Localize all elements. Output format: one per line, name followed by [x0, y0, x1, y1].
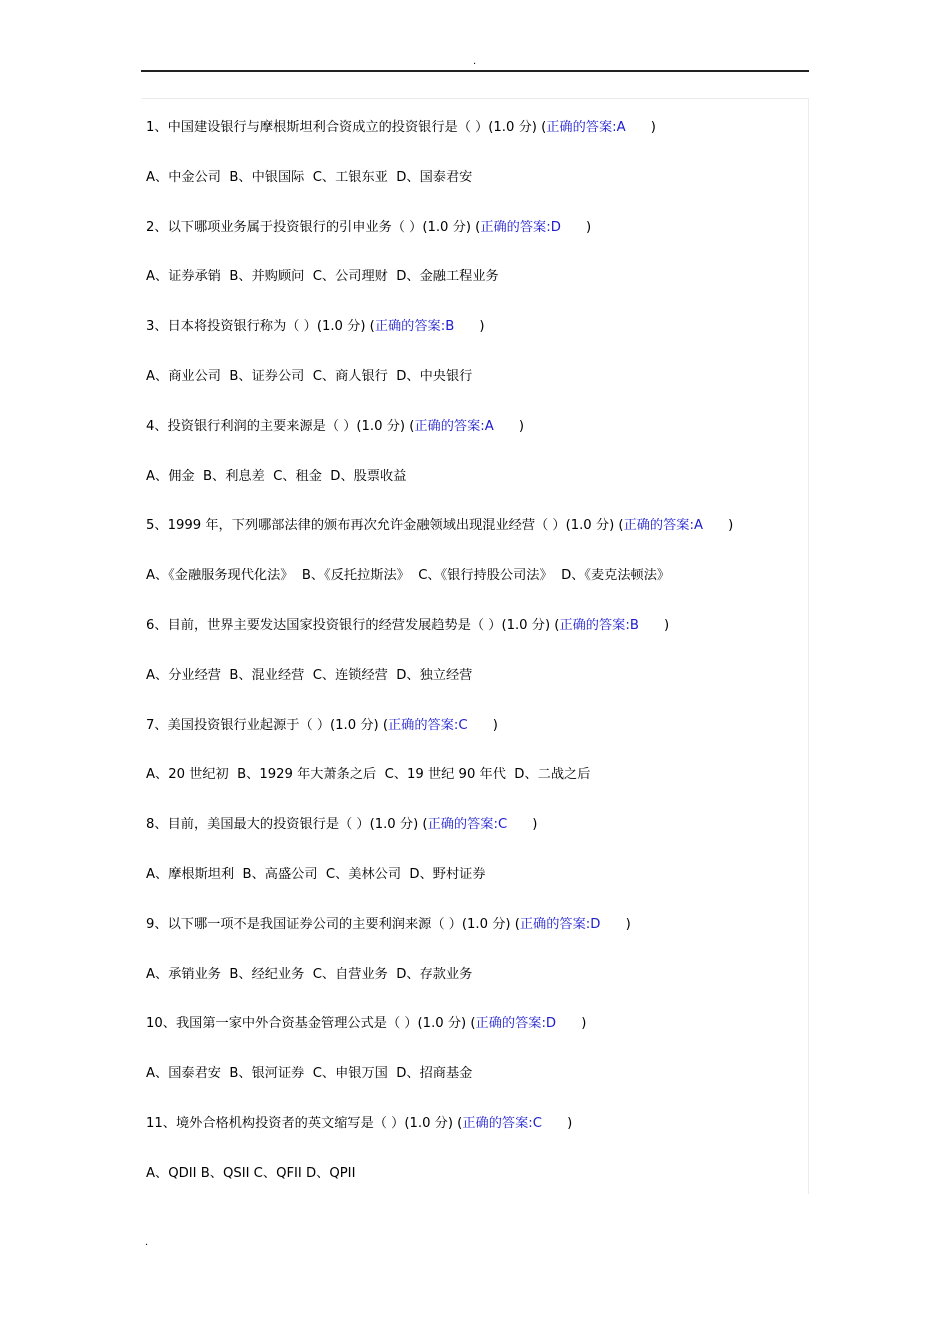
answer-close-paren: )	[625, 120, 656, 135]
answer-close-paren: )	[556, 1016, 587, 1032]
question-text: 2、以下哪项业务属于投资银行的引申业务（ ）(1.0 分) (	[146, 219, 481, 235]
question-line	[146, 1014, 806, 1064]
answer-close-paren: )	[454, 319, 485, 335]
correct-answer: 正确的答案:C	[462, 1115, 542, 1131]
options-line: A、QDII B、QSII C、QFII D、QPII	[146, 1165, 356, 1181]
correct-answer: 正确的答案:B	[374, 319, 455, 335]
question-text: 4、投资银行利润的主要来源是（ ）(1.0 分) (	[146, 418, 415, 434]
frame-top-border	[141, 98, 809, 99]
question-line	[146, 118, 806, 168]
answer-close-paren: )	[702, 518, 734, 534]
frame-right-border	[808, 98, 809, 1194]
correct-answer: 正确的答案:C	[427, 817, 508, 833]
correct-answer: 正确的答案:D	[519, 916, 601, 932]
options-line: A、承销业务 B、经纪业务 C、自营业务 D、存款业务	[146, 966, 473, 982]
header-rule	[141, 70, 809, 72]
options-line: A、证券承销 B、并购顾问 C、公司理财 D、金融工程业务	[146, 269, 499, 285]
question-text: 3、日本将投资银行称为（ ）(1.0 分) (	[146, 319, 375, 335]
answer-close-paren: )	[638, 617, 670, 633]
answer-close-paren: )	[467, 717, 498, 733]
correct-answer: 正确的答案:A	[623, 518, 703, 534]
answer-close-paren: )	[493, 418, 525, 434]
options-line: A、中金公司 B、中银国际 C、工银东亚 D、国泰君安	[146, 169, 473, 185]
correct-answer: 正确的答案:A	[414, 418, 494, 434]
question-text: 1、中国建设银行与摩根斯坦利合资成立的投资银行是（ ）(1.0 分) (	[146, 120, 547, 135]
correct-answer: 正确的答案:B	[559, 617, 639, 633]
question-line	[146, 716, 806, 766]
question-line	[146, 417, 806, 467]
question-text: 9、以下哪一项不是我国证券公司的主要利润来源（ ）(1.0 分) (	[146, 916, 520, 932]
header-mark: .	[473, 56, 477, 67]
question-text: 11、境外合格机构投资者的英文缩写是（ ）(1.0 分) (	[146, 1115, 463, 1131]
answer-close-paren: )	[560, 219, 592, 235]
question-line	[146, 815, 806, 865]
options-line: A、分业经营 B、混业经营 C、连锁经营 D、独立经营	[146, 667, 473, 683]
footer-mark: .	[145, 1237, 149, 1248]
question-text: 7、美国投资银行业起源于（ ）(1.0 分) (	[146, 717, 388, 733]
correct-answer: 正确的答案:D	[480, 219, 561, 235]
correct-answer: 正确的答案:A	[546, 120, 626, 135]
options-line: A、商业公司 B、证券公司 C、商人银行 D、中央银行	[146, 368, 473, 384]
answer-close-paren: )	[541, 1115, 573, 1131]
options-line: A、佣金 B、利息差 C、租金 D、股票收益	[146, 468, 407, 484]
question-line	[146, 616, 806, 666]
question-text: 6、目前，世界主要发达国家投资银行的经营发展趋势是（ ）(1.0 分) (	[146, 617, 560, 633]
options-line: A、国泰君安 B、银河证券 C、申银万国 D、招商基金	[146, 1066, 473, 1082]
options-line: A、《金融服务现代化法》 B、《反托拉斯法》 C、《银行持股公司法》 D、《麦克法顿法》	[146, 568, 671, 584]
answer-close-paren: )	[507, 817, 538, 833]
correct-answer: 正确的答案:D	[475, 1016, 557, 1032]
options-line: A、摩根斯坦利 B、高盛公司 C、美林公司 D、野村证券	[146, 866, 486, 882]
question-line	[146, 317, 806, 367]
correct-answer: 正确的答案:C	[388, 717, 468, 733]
options-line: A、20 世纪初 B、1929 年大萧条之后 C、19 世纪 90 年代 D、二战之后	[146, 767, 591, 783]
question-line	[146, 516, 806, 566]
question-line	[146, 218, 806, 268]
question-text: 5、1999 年，下列哪部法律的颁布再次允许金融领域出现混业经营（ ）(1.0 分) (	[146, 518, 624, 534]
question-list	[146, 118, 806, 1214]
question-text: 10、我国第一家中外合资基金管理公式是（ ）(1.0 分) (	[146, 1016, 476, 1032]
question-line	[146, 1114, 806, 1164]
answer-close-paren: )	[600, 916, 631, 932]
question-line	[146, 915, 806, 965]
question-text: 8、目前，美国最大的投资银行是（ ）(1.0 分) (	[146, 817, 428, 833]
